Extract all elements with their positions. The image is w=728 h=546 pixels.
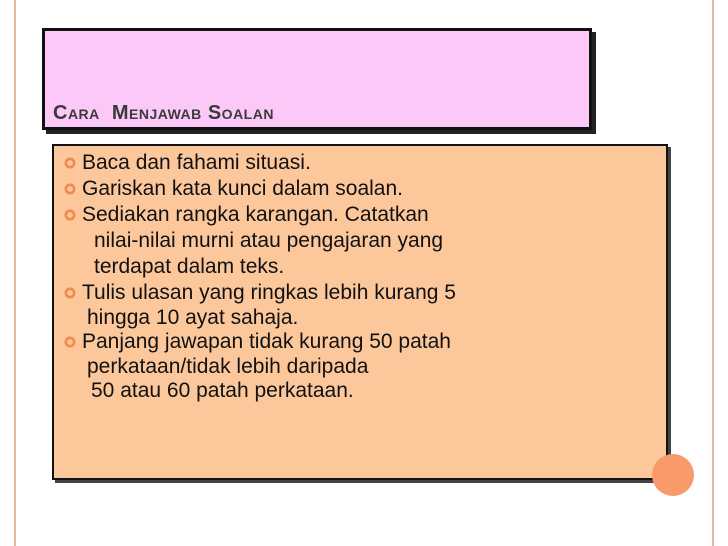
list-item-continuation (64, 355, 456, 378)
list-item-text: perkataan/tidak lebih daripada (87, 355, 369, 378)
list-item-text: hingga 10 ayat sahaja. (87, 306, 299, 329)
list-item (64, 202, 456, 228)
list-item-continuation (64, 378, 456, 404)
ring-bullet-icon (64, 336, 76, 348)
ring-bullet-icon (64, 183, 76, 195)
content-box (52, 144, 668, 480)
list-item-text: Tulis ulasan yang ringkas lebih kurang 5 (82, 281, 456, 304)
ring-bullet-icon (64, 157, 76, 169)
list-item (64, 280, 456, 306)
list-item-continuation (64, 228, 456, 254)
list-item-text: 50 atau 60 patah perkataan. (91, 379, 354, 402)
list-item (64, 150, 456, 176)
list-item-text: Sediakan rangka karangan. Catatkan (82, 203, 429, 226)
list-item-text: nilai-nilai murni atau pengajaran yang (94, 229, 444, 252)
slide-title: Cara Menjawab Soalan (53, 102, 274, 124)
list-item-continuation (64, 306, 456, 329)
list-item-text: Panjang jawapan tidak kurang 50 patah (82, 330, 451, 353)
list-item (64, 176, 456, 202)
list-item (64, 329, 456, 355)
list-item-text: terdapat dalam teks. (94, 255, 285, 278)
decorative-circle (652, 454, 694, 496)
ring-bullet-icon (64, 209, 76, 221)
list-item-text: Baca dan fahami situasi. (82, 151, 311, 174)
title-box (42, 28, 592, 130)
bullet-list (64, 150, 456, 404)
list-item-continuation (64, 254, 456, 280)
ring-bullet-icon (64, 287, 76, 299)
list-item-text: Gariskan kata kunci dalam soalan. (82, 177, 403, 200)
